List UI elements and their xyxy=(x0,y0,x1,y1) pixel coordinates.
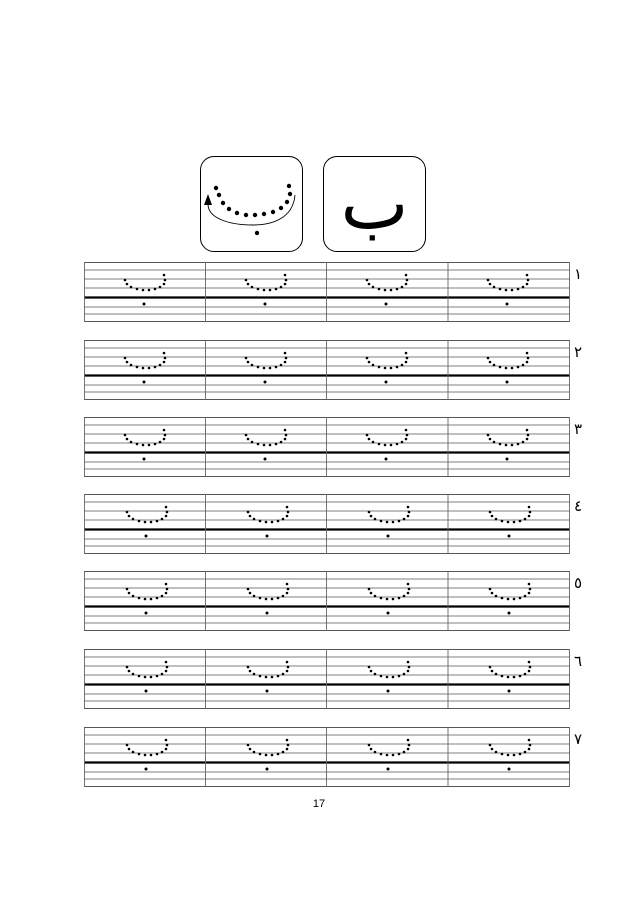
row-number: ١ xyxy=(574,265,583,283)
dotted-letter-icon xyxy=(326,571,447,631)
dotted-letter-icon xyxy=(326,494,447,554)
tracing-cell[interactable] xyxy=(205,571,326,631)
tracing-cell[interactable] xyxy=(326,340,447,400)
tracing-cell[interactable] xyxy=(205,417,326,477)
row-number: ٢ xyxy=(574,343,583,361)
dotted-letter-icon xyxy=(205,262,326,322)
row-number: ٤ xyxy=(574,497,583,515)
tracing-cell[interactable] xyxy=(326,494,447,554)
dotted-letter-icon xyxy=(205,494,326,554)
row-number: ٧ xyxy=(574,730,583,748)
tracing-cell[interactable] xyxy=(326,649,447,709)
tracing-cell[interactable] xyxy=(447,417,568,477)
dotted-letter-icon xyxy=(447,417,568,477)
tracing-cell[interactable] xyxy=(447,494,568,554)
tracing-cell[interactable] xyxy=(205,727,326,787)
tracing-cell[interactable] xyxy=(205,340,326,400)
dotted-letter-icon xyxy=(447,340,568,400)
dotted-letter-icon xyxy=(326,727,447,787)
page-number: 17 xyxy=(312,798,326,810)
practice-row xyxy=(84,494,583,554)
dotted-letter-icon xyxy=(84,494,205,554)
dotted-letter-icon xyxy=(447,727,568,787)
tracing-cell[interactable] xyxy=(84,649,205,709)
dotted-letter-icon xyxy=(326,649,447,709)
tracing-cell[interactable] xyxy=(326,571,447,631)
tracing-cell[interactable] xyxy=(326,417,447,477)
tracing-guide-icon xyxy=(201,157,304,253)
practice-row xyxy=(84,262,583,322)
tracing-cell[interactable] xyxy=(447,727,568,787)
dotted-letter-icon xyxy=(205,727,326,787)
dotted-letter-icon xyxy=(84,340,205,400)
practice-row xyxy=(84,417,583,477)
tracing-cell[interactable] xyxy=(326,727,447,787)
tracing-cell[interactable] xyxy=(84,417,205,477)
dotted-letter-icon xyxy=(84,649,205,709)
tracing-guide-card xyxy=(200,156,303,252)
dotted-letter-icon xyxy=(84,727,205,787)
tracing-cell[interactable] xyxy=(326,262,447,322)
dotted-letter-icon xyxy=(447,649,568,709)
dotted-letter-icon xyxy=(447,571,568,631)
dotted-letter-icon xyxy=(447,494,568,554)
dotted-letter-icon xyxy=(205,417,326,477)
dotted-letter-icon xyxy=(326,340,447,400)
dotted-letter-icon xyxy=(205,571,326,631)
dotted-letter-icon xyxy=(205,340,326,400)
tracing-cell[interactable] xyxy=(447,649,568,709)
tracing-cell[interactable] xyxy=(205,262,326,322)
model-letter-card xyxy=(323,156,426,252)
row-number: ٣ xyxy=(574,420,583,438)
dotted-letter-icon xyxy=(84,571,205,631)
practice-row xyxy=(84,727,583,787)
tracing-cell[interactable] xyxy=(84,727,205,787)
tracing-cell[interactable] xyxy=(84,571,205,631)
row-number: ٥ xyxy=(574,574,583,592)
practice-row xyxy=(84,340,583,400)
practice-row xyxy=(84,571,583,631)
tracing-cell[interactable] xyxy=(447,340,568,400)
row-number: ٦ xyxy=(574,652,583,670)
model-letter: ب xyxy=(340,161,409,245)
tracing-cell[interactable] xyxy=(84,262,205,322)
dotted-letter-icon xyxy=(326,417,447,477)
dotted-letter-icon xyxy=(447,262,568,322)
dotted-letter-icon xyxy=(205,649,326,709)
dotted-letter-icon xyxy=(84,417,205,477)
tracing-cell[interactable] xyxy=(205,649,326,709)
tracing-cell[interactable] xyxy=(205,494,326,554)
tracing-cell[interactable] xyxy=(84,340,205,400)
tracing-cell[interactable] xyxy=(447,571,568,631)
tracing-cell[interactable] xyxy=(84,494,205,554)
tracing-cell[interactable] xyxy=(447,262,568,322)
dotted-letter-icon xyxy=(326,262,447,322)
practice-row xyxy=(84,649,583,709)
dotted-letter-icon xyxy=(84,262,205,322)
